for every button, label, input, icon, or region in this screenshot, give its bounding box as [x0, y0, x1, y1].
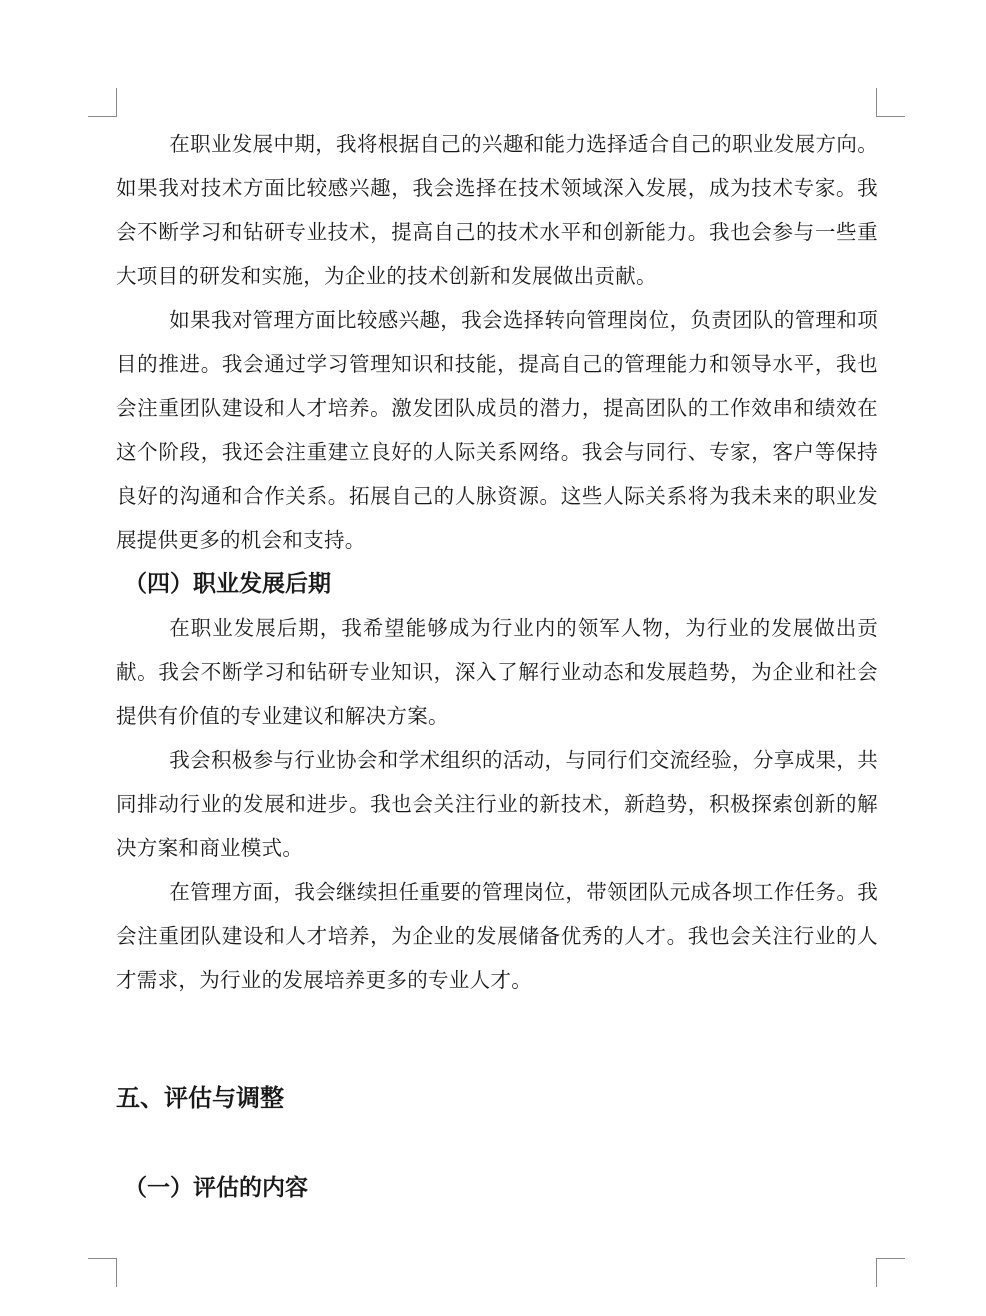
paragraph-late-career-associations: 我会积极参与行业协会和学术组织的活动，与同行们交流经验，分享成果，共同排动行业的发展和进步。我也会关注行业的新技术，新趋势，积极探索创新的解决方案和商业模式。 — [116, 748, 878, 860]
spacer — [116, 1002, 878, 1076]
crop-mark-top-left — [88, 88, 117, 117]
paragraph-mid-career-management: 如果我对管理方面比较感兴趣，我会选择转向管理岗位，负责团队的管理和项目的推进。我会通过学习管理知识和技能，提高自己的管理能力和领导水平，我也会注重团队建设和人才培养。激发团队成员的潜力，提高团队的工作效串和绩效在这个阶段，我还会注重建立良好的人际关系网络。我会与同行、专家，客户等保持良好的沟通和合作关系。拓展自己的人脉资源。这些人际关系将为我未来的职业发展提供更多的机会和支持。 — [116, 308, 878, 552]
crop-mark-top-right — [876, 88, 905, 117]
paragraph-late-career-leader: 在职业发展后期，我希望能够成为行业内的领军人物，为行业的发展做出贡献。我会不断学习和钻研专业知识，深入了解行业动态和发展趋势，为企业和社会提供有价值的专业建议和解决方案。 — [116, 616, 878, 728]
paragraph-late-career-management: 在管理方面，我会继续担任重要的管理岗位，带领团队元成各坝工作任务。我会注重团队建设和人才培养，为企业的发展储备优秀的人才。我也会关注行业的人才需求，为行业的发展培养更多的专业人才。 — [116, 880, 878, 992]
section-title-evaluation: 五、评估与调整 — [116, 1084, 284, 1112]
crop-mark-bottom-right — [876, 1258, 905, 1287]
document-body — [116, 122, 878, 1210]
crop-mark-bottom-left — [88, 1258, 117, 1287]
paragraph-mid-career-technical: 在职业发展中期，我将根据自己的兴趣和能力选择适合自己的职业发展方向。如果我对技术方面比较感兴趣，我会选择在技术领域深入发展，成为技术专家。我会不断学习和钻研专业技术，提高自己的技术水平和创新能力。我也会参与一些重大项目的研发和实施，为企业的技术创新和发展做出贡献。 — [116, 132, 878, 288]
heading-late-career: （四）职业发展后期 — [124, 571, 331, 597]
spacer — [116, 1120, 878, 1166]
heading-evaluation-content: （一）评估的内容 — [124, 1175, 308, 1201]
